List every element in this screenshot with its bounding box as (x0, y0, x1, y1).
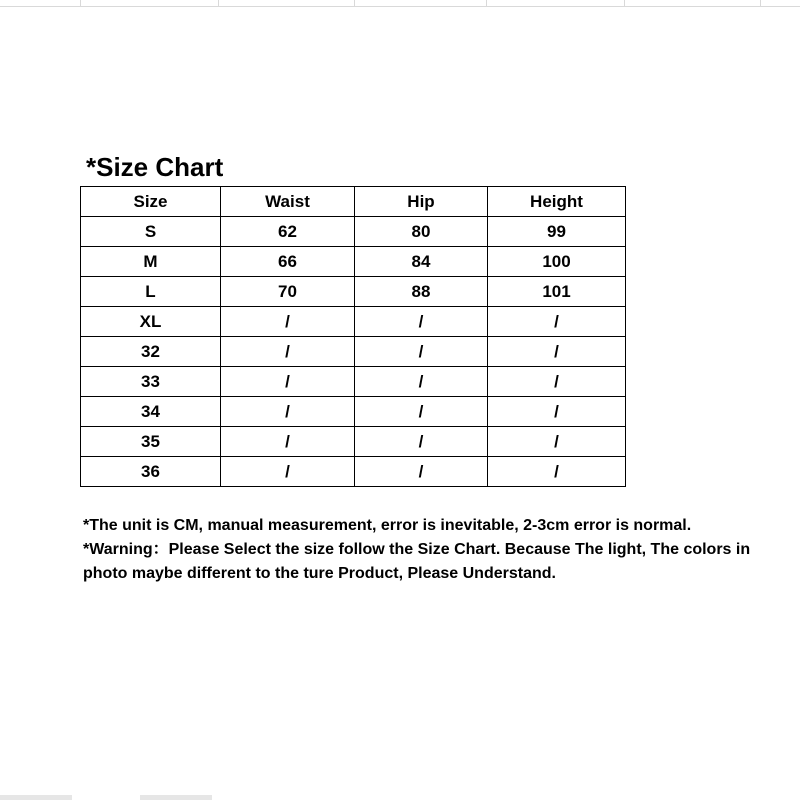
spreadsheet-gridline-top (0, 0, 800, 7)
cell-waist: 70 (221, 277, 355, 307)
cell-size: 34 (81, 397, 221, 427)
cell-waist: / (221, 367, 355, 397)
cell-height: / (488, 457, 626, 487)
cell-hip: / (355, 307, 488, 337)
cell-waist: 66 (221, 247, 355, 277)
table-header-row (81, 187, 626, 217)
cell-hip: 80 (355, 217, 488, 247)
cell-size: 33 (81, 367, 221, 397)
header-size: Size (81, 187, 221, 217)
size-chart-table (80, 186, 626, 487)
table-row (81, 367, 626, 397)
table-row (81, 427, 626, 457)
cell-waist: 62 (221, 217, 355, 247)
cell-size: L (81, 277, 221, 307)
cell-height: / (488, 397, 626, 427)
cell-size: M (81, 247, 221, 277)
table-row (81, 307, 626, 337)
cell-height: / (488, 337, 626, 367)
cell-hip: / (355, 367, 488, 397)
table-row (81, 217, 626, 247)
cell-height: 100 (488, 247, 626, 277)
spreadsheet-gridline-bottom (0, 795, 800, 800)
size-notes (83, 514, 783, 586)
table-row (81, 337, 626, 367)
cell-waist: / (221, 457, 355, 487)
cell-height: / (488, 307, 626, 337)
cell-size: XL (81, 307, 221, 337)
cell-height: / (488, 427, 626, 457)
table-row (81, 247, 626, 277)
cell-waist: / (221, 337, 355, 367)
cell-height: 99 (488, 217, 626, 247)
cell-hip: / (355, 427, 488, 457)
cell-hip: / (355, 397, 488, 427)
cell-height: / (488, 367, 626, 397)
unit-note: *The unit is CM, manual measurement, error is inevitable, 2-3cm error is normal. (83, 517, 692, 534)
table-row (81, 457, 626, 487)
cell-size: S (81, 217, 221, 247)
cell-hip: 88 (355, 277, 488, 307)
cell-size: 32 (81, 337, 221, 367)
cell-waist: / (221, 427, 355, 457)
header-hip: Hip (355, 187, 488, 217)
table-row (81, 397, 626, 427)
header-height: Height (488, 187, 626, 217)
cell-waist: / (221, 307, 355, 337)
cell-waist: / (221, 397, 355, 427)
cell-size: 36 (81, 457, 221, 487)
cell-height: 101 (488, 277, 626, 307)
cell-hip: / (355, 457, 488, 487)
table-row (81, 277, 626, 307)
cell-hip: 84 (355, 247, 488, 277)
size-chart-title: *Size Chart (86, 152, 224, 182)
cell-size: 35 (81, 427, 221, 457)
warning-note: *Warning：Please Select the size follow the Size Chart. Because The light, The colors in photo maybe different to the ture Product, Please Understand. (83, 541, 751, 582)
cell-hip: / (355, 337, 488, 367)
header-waist: Waist (221, 187, 355, 217)
